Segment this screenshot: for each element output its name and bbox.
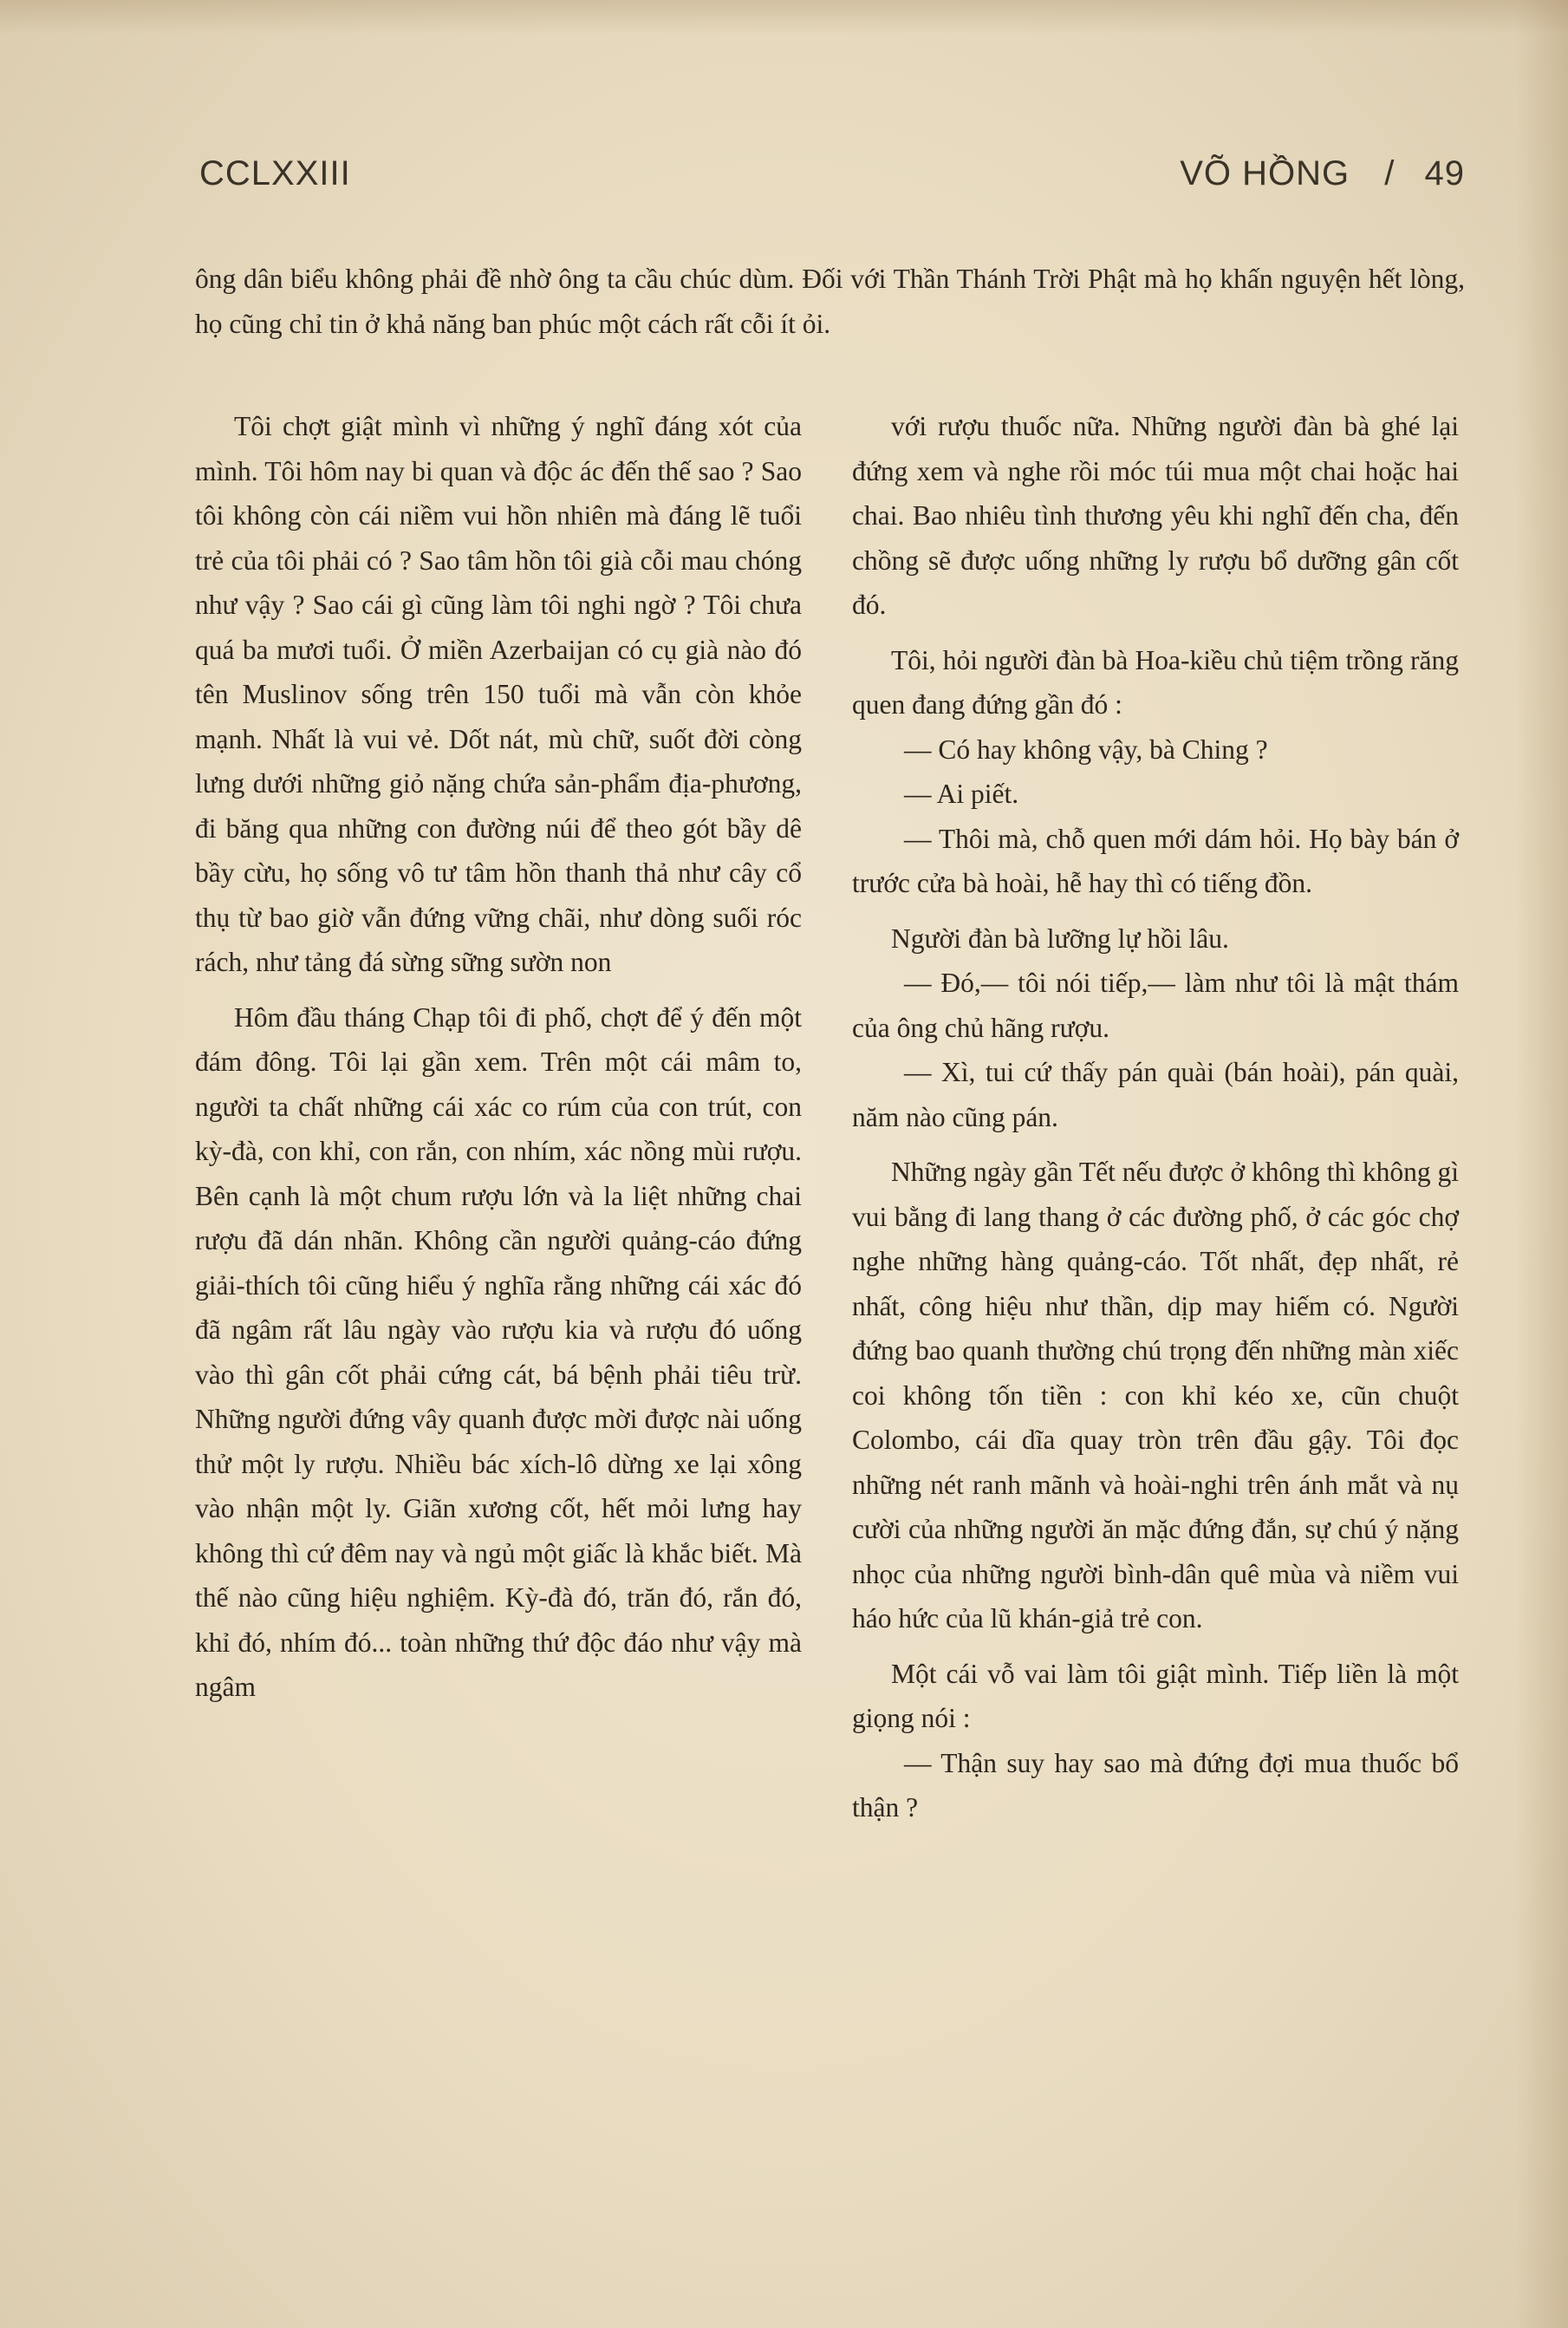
- dialogue-line: — Ai piết.: [904, 779, 1019, 809]
- author-page-number: [1180, 154, 1465, 193]
- header-separator: /: [1384, 154, 1396, 192]
- author-name: VÕ HỒNG: [1180, 154, 1350, 192]
- dialogue-line: — Đó,— tôi nói tiếp,— làm như tôi là mật thám của ông chủ hãng rượu.: [852, 968, 1459, 1043]
- running-header: [199, 154, 1465, 206]
- top-paragraph-block: [195, 257, 1465, 346]
- dialogue-line: — Xì, tui cứ thấy pán quài (bán hoài), pán quài, năm nào cũng pán.: [852, 1057, 1459, 1132]
- paragraph: Những ngày gần Tết nếu được ở không thì không gì vui bằng đi lang thang ở các đường phố, ở các góc chợ nghe những hàng quảng-cáo. Tốt nhất, đẹp nhất, rẻ nhất, công hiệu như thần, dịp may hiếm có. Người đứng bao quanh thường chú trọng đến những màn xiếc coi không tốn tiền : con khỉ kéo xe, cũn chuột Colombo, cái dĩa quay tròn trên đầu gậy. Tôi đọc những nét ranh mãnh và hoài-nghi trên ánh mắt và nụ cười của những người ăn mặc đứng đắn, sự chú ý nặng nhọc của những người bình-dân quê mùa và niềm vui háo hức của lũ khán-giả trẻ con.: [852, 1157, 1459, 1634]
- left-column: [195, 404, 802, 1710]
- chapter-number: CCLXXIII: [199, 154, 351, 192]
- dialogue-line: — Có hay không vậy, bà Ching ?: [904, 734, 1268, 765]
- page-edge-shadow-top: [0, 0, 1568, 35]
- page-edge-shadow-right: [1516, 0, 1568, 2328]
- paragraph: Một cái vỗ vai làm tôi giật mình. Tiếp liền là một giọng nói :: [852, 1658, 1459, 1733]
- dialogue-line: — Thôi mà, chỗ quen mới dám hỏi. Họ bày bán ở trước cửa bà hoài, hễ hay thì có tiếng đồn.: [852, 823, 1459, 898]
- paragraph: Hôm đầu tháng Chạp tôi đi phố, chợt để ý đến một đám đông. Tôi lại gần xem. Trên một cái mâm to, người ta chất những cái xác co rúm của con trút, con kỳ-đà, con khỉ, con rắn, con nhím, xác nồng mùi rượu. Bên cạnh là một chum rượu lớn và la liệt những chai rượu đã dán nhãn. Không cần người quảng-cáo đứng giải-thích tôi cũng hiểu ý nghĩa rằng những cái xác đó đã ngâm rất lâu ngày vào rượu kia và rượu đó uống vào thì gân cốt phải cứng cát, bá bệnh phải tiêu trừ. Những người đứng vây quanh được mời được nài uống thử một ly rượu. Nhiều bác xích-lô dừng xe lại xông vào nhận một ly. Giãn xương cốt, hết mỏi lưng hay không thì cứ đêm nay và ngủ một giấc là khắc biết. Mà thế nào cũng hiệu nghiệm. Kỳ-đà đó, trăn đó, rắn đó, khỉ đó, nhím đó... toàn những thứ độc đáo như vậy mà ngâm: [195, 1001, 802, 1702]
- right-column: [852, 404, 1459, 1830]
- paragraph: Người đàn bà lưỡng lự hồi lâu.: [891, 923, 1229, 954]
- paragraph: Tôi chợt giật mình vì những ý nghĩ đáng xót của mình. Tôi hôm nay bi quan và độc ác đến thế sao ? Sao tôi không còn cái niềm vui hồn nhiên mà đáng lẽ tuổi trẻ của tôi phải có ? Sao tâm hồn tôi già cỗi mau chóng như vậy ? Sao cái gì cũng làm tôi nghi ngờ ? Tôi chưa quá ba mươi tuổi. Ở miền Azerbaijan có cụ già nào đó tên Muslinov sống trên 150 tuổi mà vẫn còn khỏe mạnh. Nhất là vui vẻ. Dốt nát, mù chữ, suốt đời còng lưng dưới những giỏ nặng chứa sản-phẩm địa-phương, đi băng qua những con đường núi để theo gót bầy dê bầy cừu, họ sống vô tư tâm hồn thanh thả như cây cổ thụ từ bao giờ vẫn đứng vững chãi, như dòng suối róc rách, như tảng đá sừng sững sườn non: [195, 411, 802, 977]
- paragraph: với rượu thuốc nữa. Những người đàn bà ghé lại đứng xem và nghe rồi móc túi mua một chai hoặc hai chai. Bao nhiêu tình thương yêu khi nghĩ đến cha, đến chồng sẽ được uống những ly rượu bổ dưỡng gân cốt đó.: [852, 411, 1459, 620]
- paragraph: ông dân biểu không phải đề nhờ ông ta cầu chúc dùm. Đối với Thần Thánh Trời Phật mà họ khấn nguyện hết lòng, họ cũng chỉ tin ở khả năng ban phúc một cách rất cỗi ít ỏi.: [195, 264, 1465, 339]
- page-number: 49: [1424, 154, 1465, 192]
- paragraph: Tôi, hỏi người đàn bà Hoa-kiều chủ tiệm trồng răng quen đang đứng gần đó :: [852, 644, 1459, 720]
- dialogue-line: — Thận suy hay sao mà đứng đợi mua thuốc bổ thận ?: [852, 1747, 1459, 1823]
